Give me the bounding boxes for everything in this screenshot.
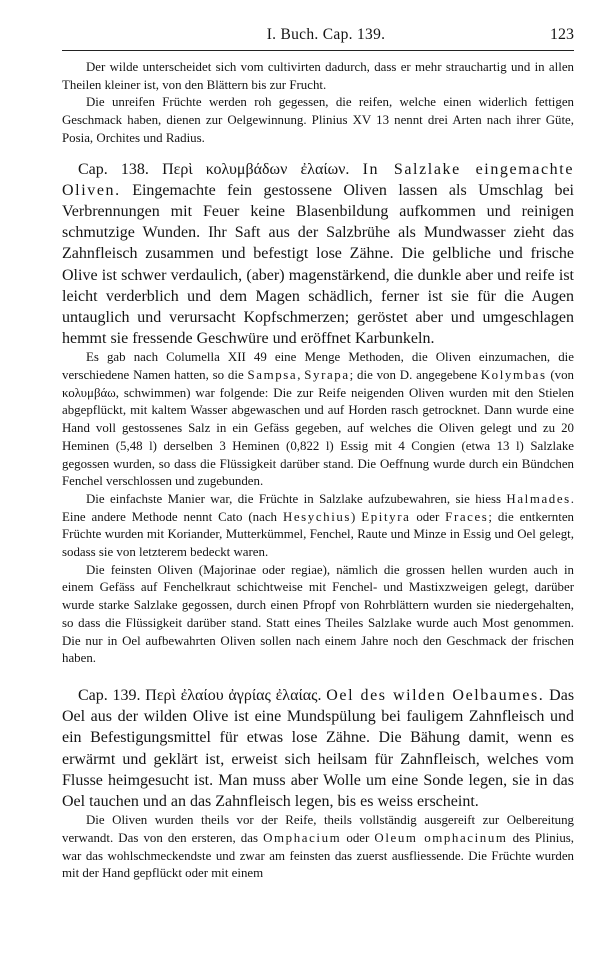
spaced-term: Hesychius: [282, 509, 352, 524]
greek-title: Περὶ κολυμβάδων ἐλαίων.: [162, 160, 350, 178]
spaced-term: Halmades: [506, 491, 571, 506]
note-paragraph: Die Oliven wurden theils vor der Reife, theils vollständig ausgereift zur Oelbereitung verwandt. Das von den ersteren, das Omphacium oder Oleum omphacinum des Plinius, war das wohlschmeckendste und zwar am feinsten das zuerst ausfliessende. Die Früchte wurden mit der Hand gepflückt oder mit einem: [62, 813, 575, 881]
note-paragraph: Die einfachste Manier war, die Früchte in Salzlake aufzubewahren, sie hiess Halmades. Eine andere Methode nennt Cato (nach Hesychius) Epityra oder Fraces; die entkernten Früchte wurden mit Koriander, Mutterkümmel, Fenchel, Raute und Minze in Essig und Oel gelegt, sodass sie von letzterem bedeckt waren.: [62, 491, 574, 560]
chapter-139: [62, 685, 574, 812]
chapter-label: Cap. 139.: [78, 687, 141, 704]
note-paragraph: Die unreifen Früchte werden roh gegessen, die reifen, welche einen widerlich fettigen Geschmack haben, dienen zur Oelgewinnung. Plinius XV 13 nennt drei Arten nach ihrer Güte, Posia, Orchites und Radius.: [62, 95, 574, 145]
chapter-138: [62, 159, 574, 350]
header-rule: [62, 50, 574, 51]
chapter-label: Cap. 138.: [78, 160, 149, 178]
page-number: 123: [550, 26, 574, 43]
greek-title: Περὶ ἐλαίου ἀγρίας ἐλαίας.: [145, 687, 322, 704]
spaced-term: Fraces: [445, 509, 489, 524]
spaced-term: Kolymbas: [480, 368, 547, 383]
note-paragraph: Der wilde unterscheidet sich vom cultivirten dadurch, dass er mehr strauchartig und in allen Theilen kleiner ist, von den Blättern bis zur Frucht.: [62, 60, 574, 92]
spaced-term: Epityra: [361, 509, 411, 524]
running-title: I. Buch. Cap. 139.: [266, 26, 386, 43]
chapter-body: Eingemachte fein gestossene Oliven lassen als Umschlag bei Verbrennungen mit Feuer keine Blasenbildung aufkommen und reinigen schmutzige Wunden. Ihr Saft aus der Salzbrühe als Mundwasser zieht das Zahnfleisch zusammen und befestigt lose Zähne. Die gelbliche und frische Olive ist schwer verdaulich, (aber) magenstärkend, die dunkle aber und reife ist leicht verderblich und dem Magen schädlich, ferner ist sie für die Augen untauglich und verursacht Kopfschmerzen; geröstet aber und umgeschlagen hemmt sie fressende Geschwüre und eröffnet Karbunkeln.: [62, 181, 574, 348]
german-title: In Salzlake eingemachte Oliven.: [62, 160, 575, 199]
german-title: Oel des wilden Oelbaumes.: [326, 687, 545, 704]
spaced-term: Sampsa: [247, 368, 298, 383]
spaced-term: Syrapa: [304, 368, 350, 383]
chapter-body: Das Oel aus der wilden Olive ist eine Mundspülung bei fauligem Zahnfleisch und ein Befestigungsmittel für etwas lose Zähne. Die Bähung damit, wenn es erwärmt und geklärt ist, erweist sich heilsam für Zahnfleisch, welches vom Flusse heimgesucht ist. Man muss aber Wolle um eine Sonde legen, sie in das Oel tauchen und an das Zahnfleisch legen, bis es weiss erscheint.: [62, 687, 575, 811]
running-header: [62, 26, 574, 48]
spaced-term: Omphacium: [263, 830, 342, 845]
spaced-term: Oleum omphacinum: [374, 830, 508, 845]
note-paragraph: Es gab nach Columella XII 49 eine Menge Methoden, die Oliven einzumachen, die verschiedene Namen hatten, so die Sampsa, Syrapa; die von D. angegebene Kolymbas (von κολυμβάω, schwimmen) war folgende: Die zur Reife neigenden Oliven wurden mit den Stielen abgepflückt, mit kaltem Wasser abgewaschen und auf Horden rasch getrocknet. Dann wurde eine Hand voll gestossenes Salz in ein Gefäss gegeben, auf welches die Oliven gelegt und zu 20 Heminen (5,48 l) derselben 3 Heminen (0,822 l) Essig mit 4 Congien (etwa 13 l) Salzlake gegossen wurden, so dass die Flüssigkeit darüber stand. Die Oeffnung wurde durch ein Bündchen Fenchel verschlossen und zugebunden.: [62, 350, 575, 489]
note-paragraph: Die feinsten Oliven (Majorinae oder regiae), nämlich die grossen hellen wurden auch in einem Gefäss auf Fenchelkraut schichtweise mit Fenchel- und Mastixzweigen gelegt, darüber wurde starke Salzlake gegossen, durch einen Pfropf von Rohrblättern wurden sie niedergehalten, so dass die Flüssigkeit darüber stand. Statt eines Theiles Salzlake wurde auch Most genommen. Die nur in Oel aufbewahrten Oliven sollen nach einem Jahre noch den Geschmack der frischen haben.: [62, 562, 574, 666]
